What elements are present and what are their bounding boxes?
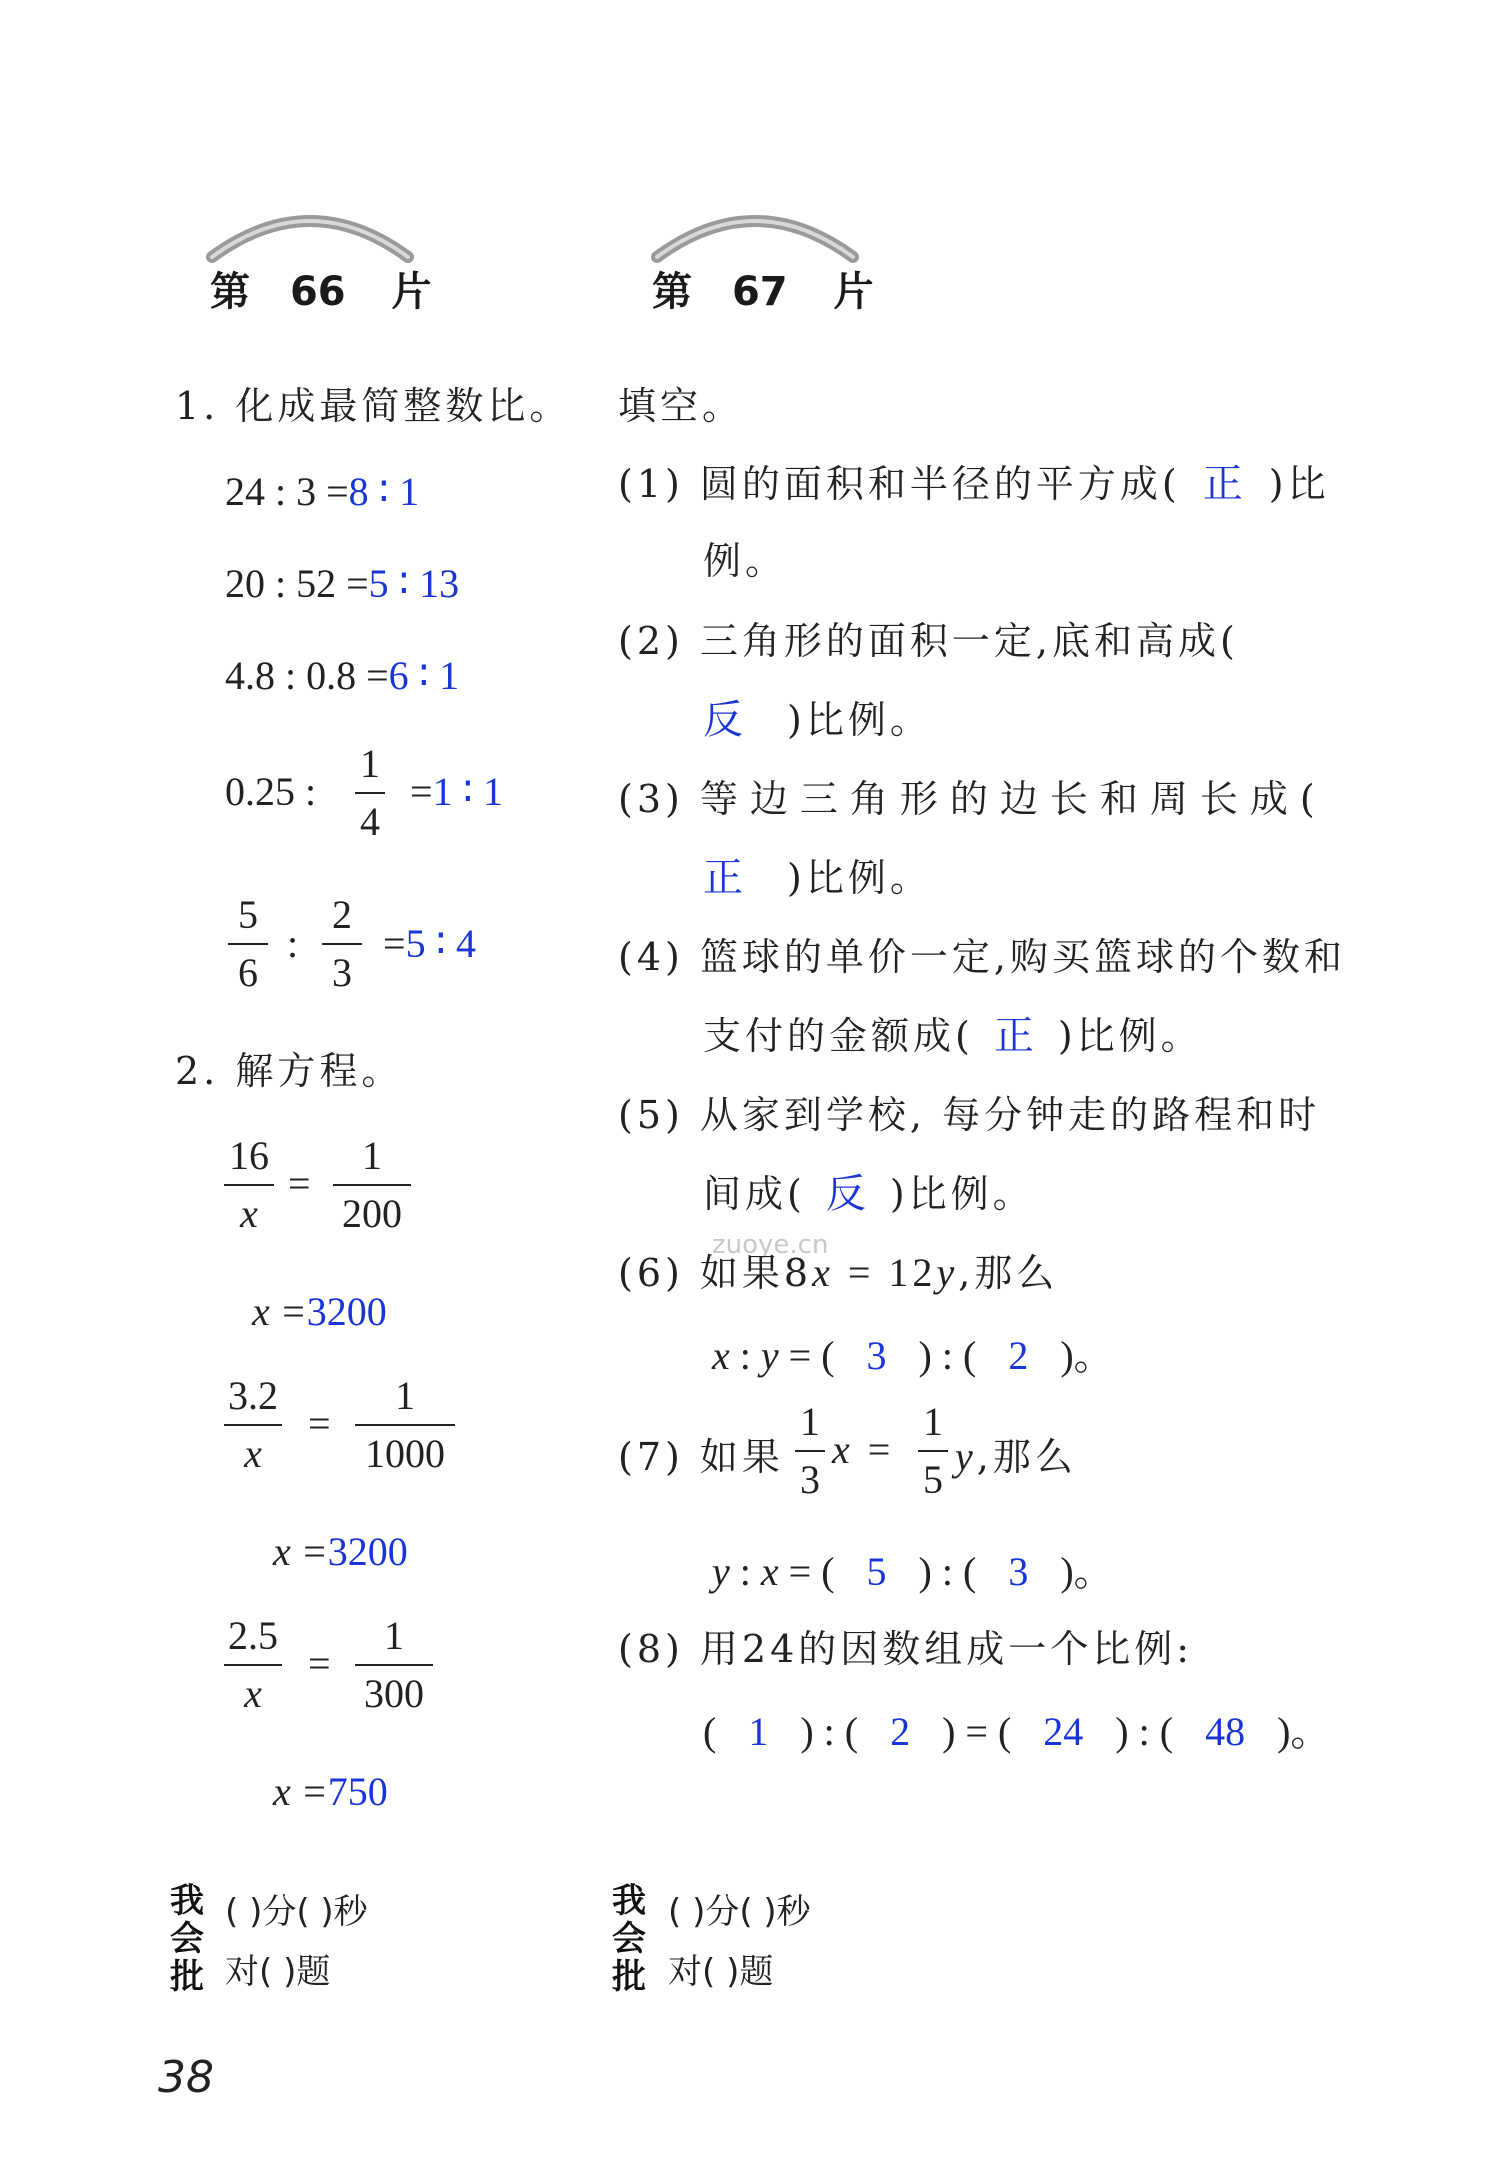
item-2-cont: 反 )比例。 [703,697,932,743]
item-5-cont: 间成( 反 )比例。 [703,1171,1035,1217]
correct-count-field[interactable]: 对( )题 [668,1952,774,1992]
card-header-67: 第 67 片 [652,269,874,315]
answer: 5 [866,1549,887,1594]
solution-3: x =750 [273,1769,388,1814]
fraction: 5 6 [228,893,268,995]
solution-2: x =3200 [273,1529,408,1574]
answer: 8 ∶ 1 [348,469,420,514]
item-5: (5) 从家到学校, 每分钟走的路程和时 [618,1093,1321,1137]
answer: 3 [1008,1549,1029,1594]
answer: 正 [993,1013,1038,1059]
grading-stamp: 我 会 批 [170,1881,204,1997]
answer: 24 [1043,1709,1084,1754]
equals-sign: = [308,1641,331,1686]
answer: 5 ∶ 4 [405,921,476,966]
item-1-cont: 例。 [703,539,788,583]
item-4-cont: 支付的金额成( 正 )比例。 [703,1013,1203,1059]
fraction: 16 x [224,1134,274,1236]
ratio-row-4-right: =1 ∶ 1 [410,769,503,814]
fraction: 3.2 x [224,1374,282,1476]
answer: 750 [327,1769,388,1814]
header-arc-icon [200,195,420,265]
ratio-row-2: 20 : 52 =5 ∶ 13 [225,561,460,606]
solution-1: x =3200 [252,1289,387,1334]
item-8: (8) 用24的因数组成一个比例: [618,1627,1194,1671]
ratio-row-5-right: =5 ∶ 4 [383,921,476,966]
answer: 6 ∶ 1 [388,653,460,698]
item-7-end: y,那么 [955,1434,1077,1479]
item-7-ratio: y : x = ( 5 ) : ( 3 )。 [712,1549,1114,1594]
fraction: 1 200 [333,1134,411,1236]
header-arc-icon [645,195,865,265]
fraction: 2.5 x [224,1614,282,1716]
answer: 反 [825,1171,870,1217]
answer: 48 [1205,1709,1246,1754]
ratio-row-1: 24 : 3 =8 ∶ 1 [225,469,420,514]
q1-title: 1. 化成最简整数比。 [175,384,572,428]
answer: 3200 [306,1289,387,1334]
item-2: (2) 三角形的面积一定,底和高成( [618,619,1239,663]
page-number: 38 [158,2052,214,2103]
answer: 反 [703,697,747,743]
answer: 3 [866,1333,887,1378]
answer: 5 ∶ 13 [368,561,460,606]
fill-title: 填空。 [618,384,745,428]
ratio-colon: : [287,921,299,966]
correct-count-field[interactable]: 对( )题 [225,1952,331,1992]
grading-stamp: 我 会 批 [612,1881,646,1997]
item-6: (6) 如果8x = 12y,那么 [618,1250,1059,1295]
answer: 2 [890,1709,911,1754]
answer: 正 [703,855,747,901]
item-1: (1) 圆的面积和半径的平方成( 正 )比 [618,461,1330,507]
time-field[interactable]: ( )分( )秒 [225,1892,368,1932]
equals-sign: = [308,1401,331,1446]
item-3: (3) 等边三角形的边长和周长成( [618,777,1327,821]
time-field[interactable]: ( )分( )秒 [668,1892,811,1932]
item-3-cont: 正 )比例。 [703,855,932,901]
q2-title: 2. 解方程。 [175,1049,404,1093]
item-8-proportion: ( 1 ) : ( 2 ) = ( 24 ) : ( 48 )。 [703,1709,1331,1754]
ratio-row-4-left: 0.25 : [225,769,317,814]
fraction: 1 3 [795,1400,825,1502]
watermark: zuoye.cn [712,1230,829,1260]
fraction: 1 1000 [355,1374,455,1476]
ratio-row-3: 4.8 : 0.8 =6 ∶ 1 [225,653,460,698]
fraction: 1 5 [918,1400,948,1502]
card-header-66: 第 66 片 [210,269,432,315]
answer: 1 [748,1709,769,1754]
item-6-ratio: x : y = ( 3 ) : ( 2 )。 [712,1333,1114,1378]
item-7-mid: x = [832,1427,891,1472]
fraction: 2 3 [322,893,362,995]
answer: 3200 [327,1529,408,1574]
item-7-start: (7) 如果 [618,1435,784,1479]
fraction: 1 300 [355,1614,433,1716]
answer: 正 [1202,461,1247,507]
fraction: 1 4 [355,742,385,844]
answer: 1 ∶ 1 [432,769,503,814]
equals-sign: = [288,1161,311,1206]
item-4: (4) 篮球的单价一定,购买篮球的个数和 [618,935,1347,979]
answer: 2 [1008,1333,1029,1378]
